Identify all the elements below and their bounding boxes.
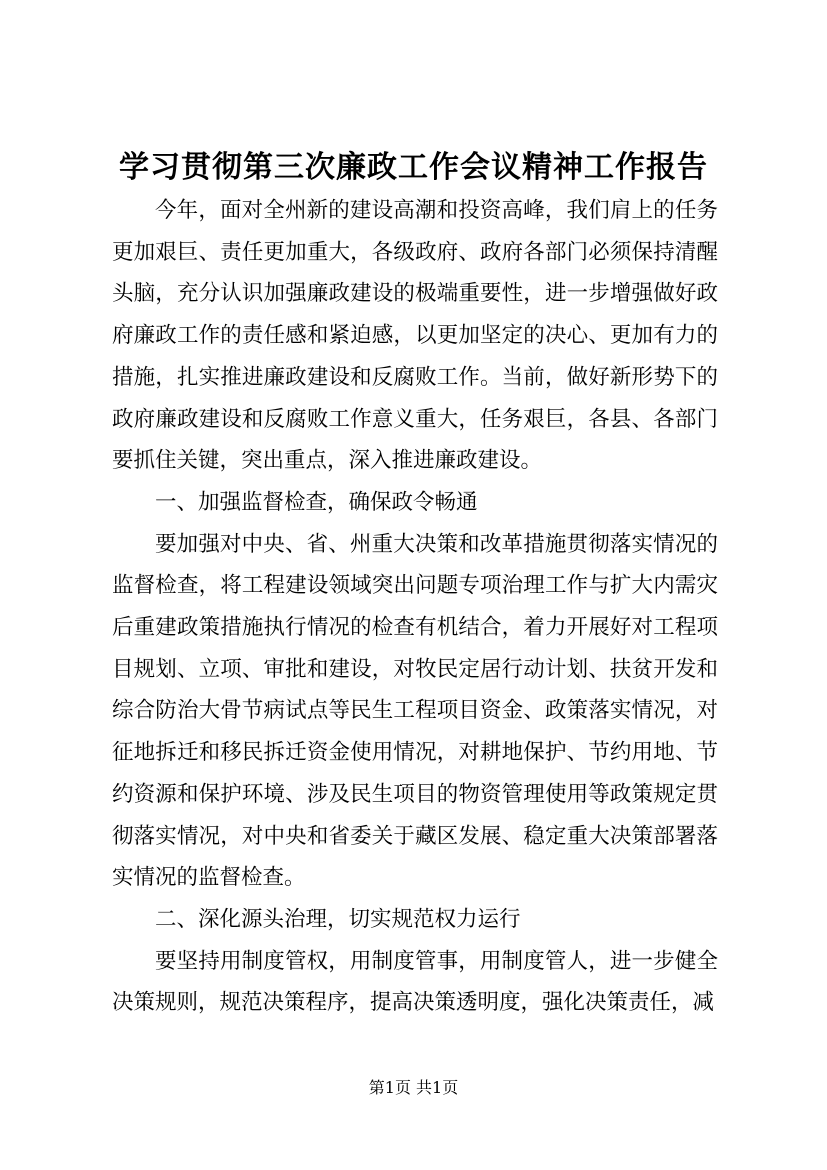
section-2-paragraph: 要坚持用制度管权，用制度管事，用制度管人，进一步健全决策规则，规范决策程序，提高决策透明度，强化决策责任，减: [112, 948, 718, 1016]
intro-paragraph: 今年，面对全州新的建设高潮和投资高峰，我们肩上的任务更加艰巨、责任更加重大，各级政府、政府各部门必须保持清醒头脑，充分认识加强廉政建设的极端重要性，进一步增强做好政府廉政工作的责任感和紧迫感，以更加坚定的决心、更加有力的措施，扎实推进廉政建设和反腐败工作。当前，做好新形势下的政府廉政建设和反腐败工作意义重大，任务艰巨，各县、各部门要抓住关键，突出重点，深入推进廉政建设。: [112, 198, 718, 474]
document-body: [112, 190, 718, 1024]
section-heading-1: 一、加强监督检查，确保政令畅通: [155, 489, 478, 515]
document-title: 学习贯彻第三次廉政工作会议精神工作报告: [119, 150, 708, 185]
section-1-paragraph: 要加强对中央、省、州重大决策和改革措施贯彻落实情况的监督检查，将工程建设领域突出问题专项治理工作与扩大内需灾后重建政策措施执行情况的检查有机结合，着力开展好对工程项目规划、立项、审批和建设，对牧民定居行动计划、扶贫开发和综合防治大骨节病试点等民生工程项目资金、政策落实情况，对征地拆迁和移民拆迁资金使用情况，对耕地保护、节约用地、节约资源和保护环境、涉及民生项目的物资管理使用等政策规定贯彻落实情况，对中央和省委关于藏区发展、稳定重大决策部署落实情况的监督检查。: [112, 531, 718, 891]
page-number-footer: 第1页 共1页: [368, 1078, 459, 1097]
section-heading-2: 二、深化源头治理，切实规范权力运行: [155, 906, 521, 932]
